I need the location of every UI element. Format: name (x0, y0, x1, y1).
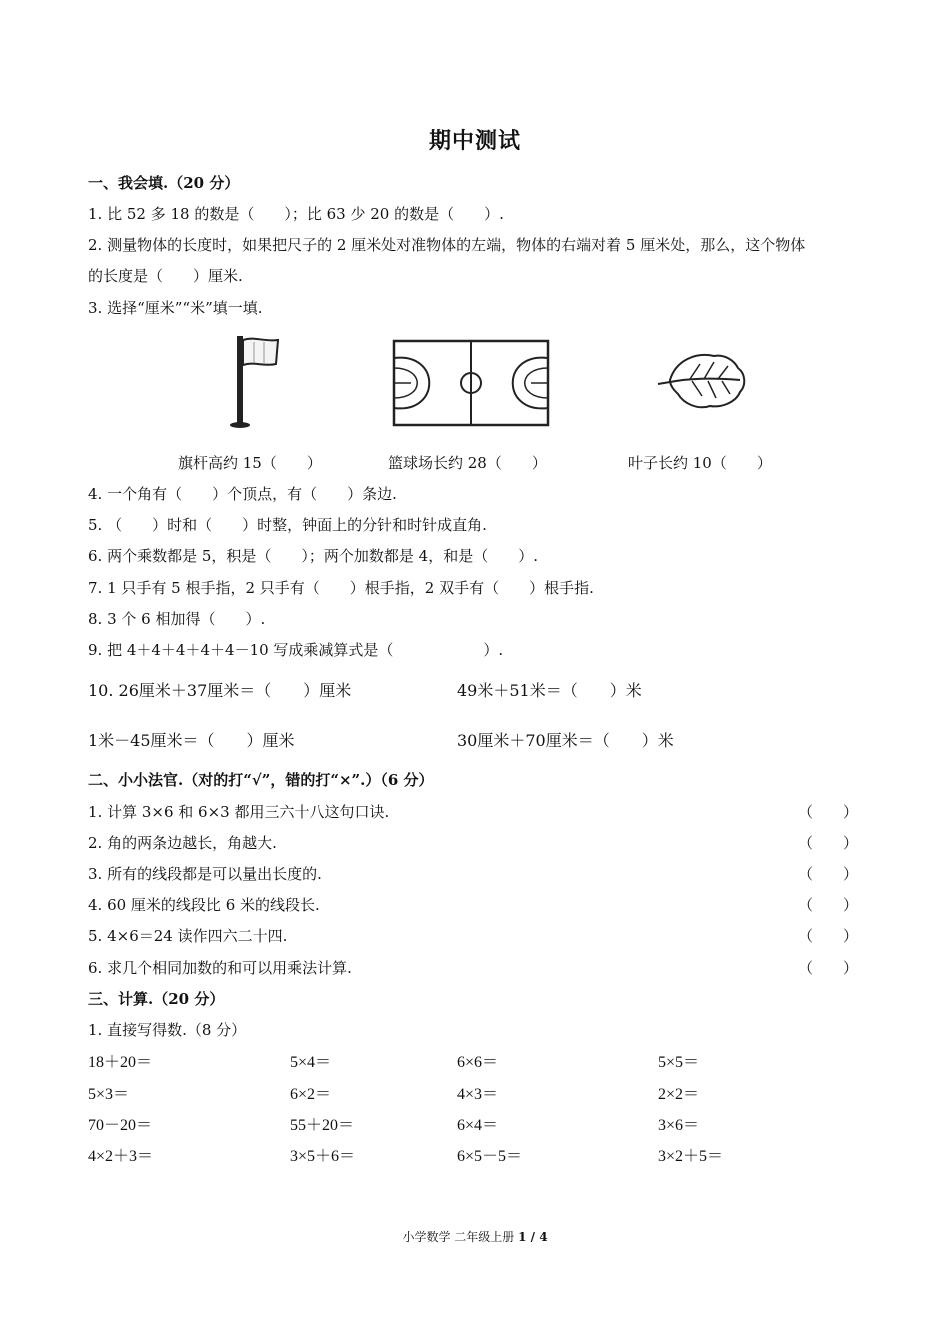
judge-item-4: 4. 60 厘米的线段比 6 米的线段长. (88, 896, 320, 914)
page-footer (0, 1228, 950, 1245)
section3-sub1: 1. 直接写得数.（8 分） (88, 1021, 247, 1039)
page-number: 1 / 4 (518, 1230, 548, 1244)
footer-text: 小学数学 二年级上册 (402, 1230, 515, 1244)
answer-mark-6: （ ） (798, 959, 859, 977)
question-8: 8. 3 个 6 相加得（ ）. (88, 610, 266, 628)
calc-item: 18＋20＝ (88, 1054, 153, 1071)
question-2-line2: 的长度是（ ）厘米. (88, 267, 243, 285)
question-9: 9. 把 4＋4＋4＋4＋4－10 写成乘减算式是（ ）. (88, 641, 504, 659)
caption-leaf: 叶子长约 10（ ） (628, 454, 772, 472)
question-7: 7. 1 只手有 5 根手指，2 只手有（ ）根手指，2 双手有（ ）根手指. (88, 579, 594, 597)
judge-item-5: 5. 4×6＝24 读作四六二十四. (88, 927, 288, 945)
judge-item-6: 6. 求几个相同加数的和可以用乘法计算. (88, 959, 352, 977)
answer-mark-2: （ ） (798, 834, 859, 852)
section2-heading: 二、小小法官.（对的打“√”，错的打“×”.）（6 分） (88, 771, 434, 789)
answer-mark-5: （ ） (798, 927, 859, 945)
calc-item: 4×2＋3＝ (88, 1148, 154, 1165)
calc-item: 55＋20＝ (290, 1117, 355, 1134)
question-10-d: 30厘米＋70厘米＝（ ）米 (457, 731, 674, 750)
question-5: 5. （ ）时和（ ）时整，钟面上的分针和时针成直角. (88, 516, 487, 534)
calc-item: 6×5－5＝ (457, 1148, 523, 1165)
basketball-court-icon (391, 338, 551, 428)
question-2-line1: 2. 测量物体的长度时，如果把尺子的 2 厘米处对准物体的左端，物体的右端对着 5 厘米处，那么，这个物体 (88, 236, 806, 254)
section1-heading: 一、我会填.（20 分） (88, 174, 240, 192)
question-10-a: 10. 26厘米＋37厘米＝（ ）厘米 (88, 681, 352, 700)
question-1: 1. 比 52 多 18 的数是（ ）；比 63 少 20 的数是（ ）. (88, 205, 504, 223)
calc-item: 4×3＝ (457, 1086, 499, 1103)
calc-item: 6×6＝ (457, 1054, 499, 1071)
calc-item: 5×3＝ (88, 1086, 130, 1103)
judge-item-3: 3. 所有的线段都是可以量出长度的. (88, 865, 322, 883)
calc-item: 3×5＋6＝ (290, 1148, 356, 1165)
calc-item: 70－20＝ (88, 1117, 153, 1134)
question-10-c: 1米－45厘米＝（ ）厘米 (88, 731, 295, 750)
judge-item-2: 2. 角的两条边越长，角越大. (88, 834, 277, 852)
answer-mark-4: （ ） (798, 896, 859, 914)
question-10-b: 49米＋51米＝（ ）米 (457, 681, 642, 700)
calc-item: 5×5＝ (658, 1054, 700, 1071)
caption-flagpole: 旗杆高约 15（ ） (178, 454, 322, 472)
question-3: 3. 选择“厘米”“米”填一填. (88, 299, 263, 317)
flagpole-icon (224, 334, 282, 430)
leaf-icon (656, 350, 748, 412)
calc-item: 3×2＋5＝ (658, 1148, 724, 1165)
question-6: 6. 两个乘数都是 5，积是（ ）；两个加数都是 4，和是（ ）. (88, 547, 538, 565)
answer-mark-3: （ ） (798, 865, 859, 883)
calc-item: 6×2＝ (290, 1086, 332, 1103)
question-4: 4. 一个角有（ ）个顶点，有（ ）条边. (88, 485, 397, 503)
judge-item-1: 1. 计算 3×6 和 6×3 都用三六十八这句口诀. (88, 803, 390, 821)
calc-item: 6×4＝ (457, 1117, 499, 1134)
calc-item: 5×4＝ (290, 1054, 332, 1071)
answer-mark-1: （ ） (798, 803, 859, 821)
calc-item: 3×6＝ (658, 1117, 700, 1134)
section3-heading: 三、计算.（20 分） (88, 990, 225, 1008)
page-title: 期中测试 (428, 128, 521, 154)
caption-court: 篮球场长约 28（ ） (388, 454, 547, 472)
calc-item: 2×2＝ (658, 1086, 700, 1103)
